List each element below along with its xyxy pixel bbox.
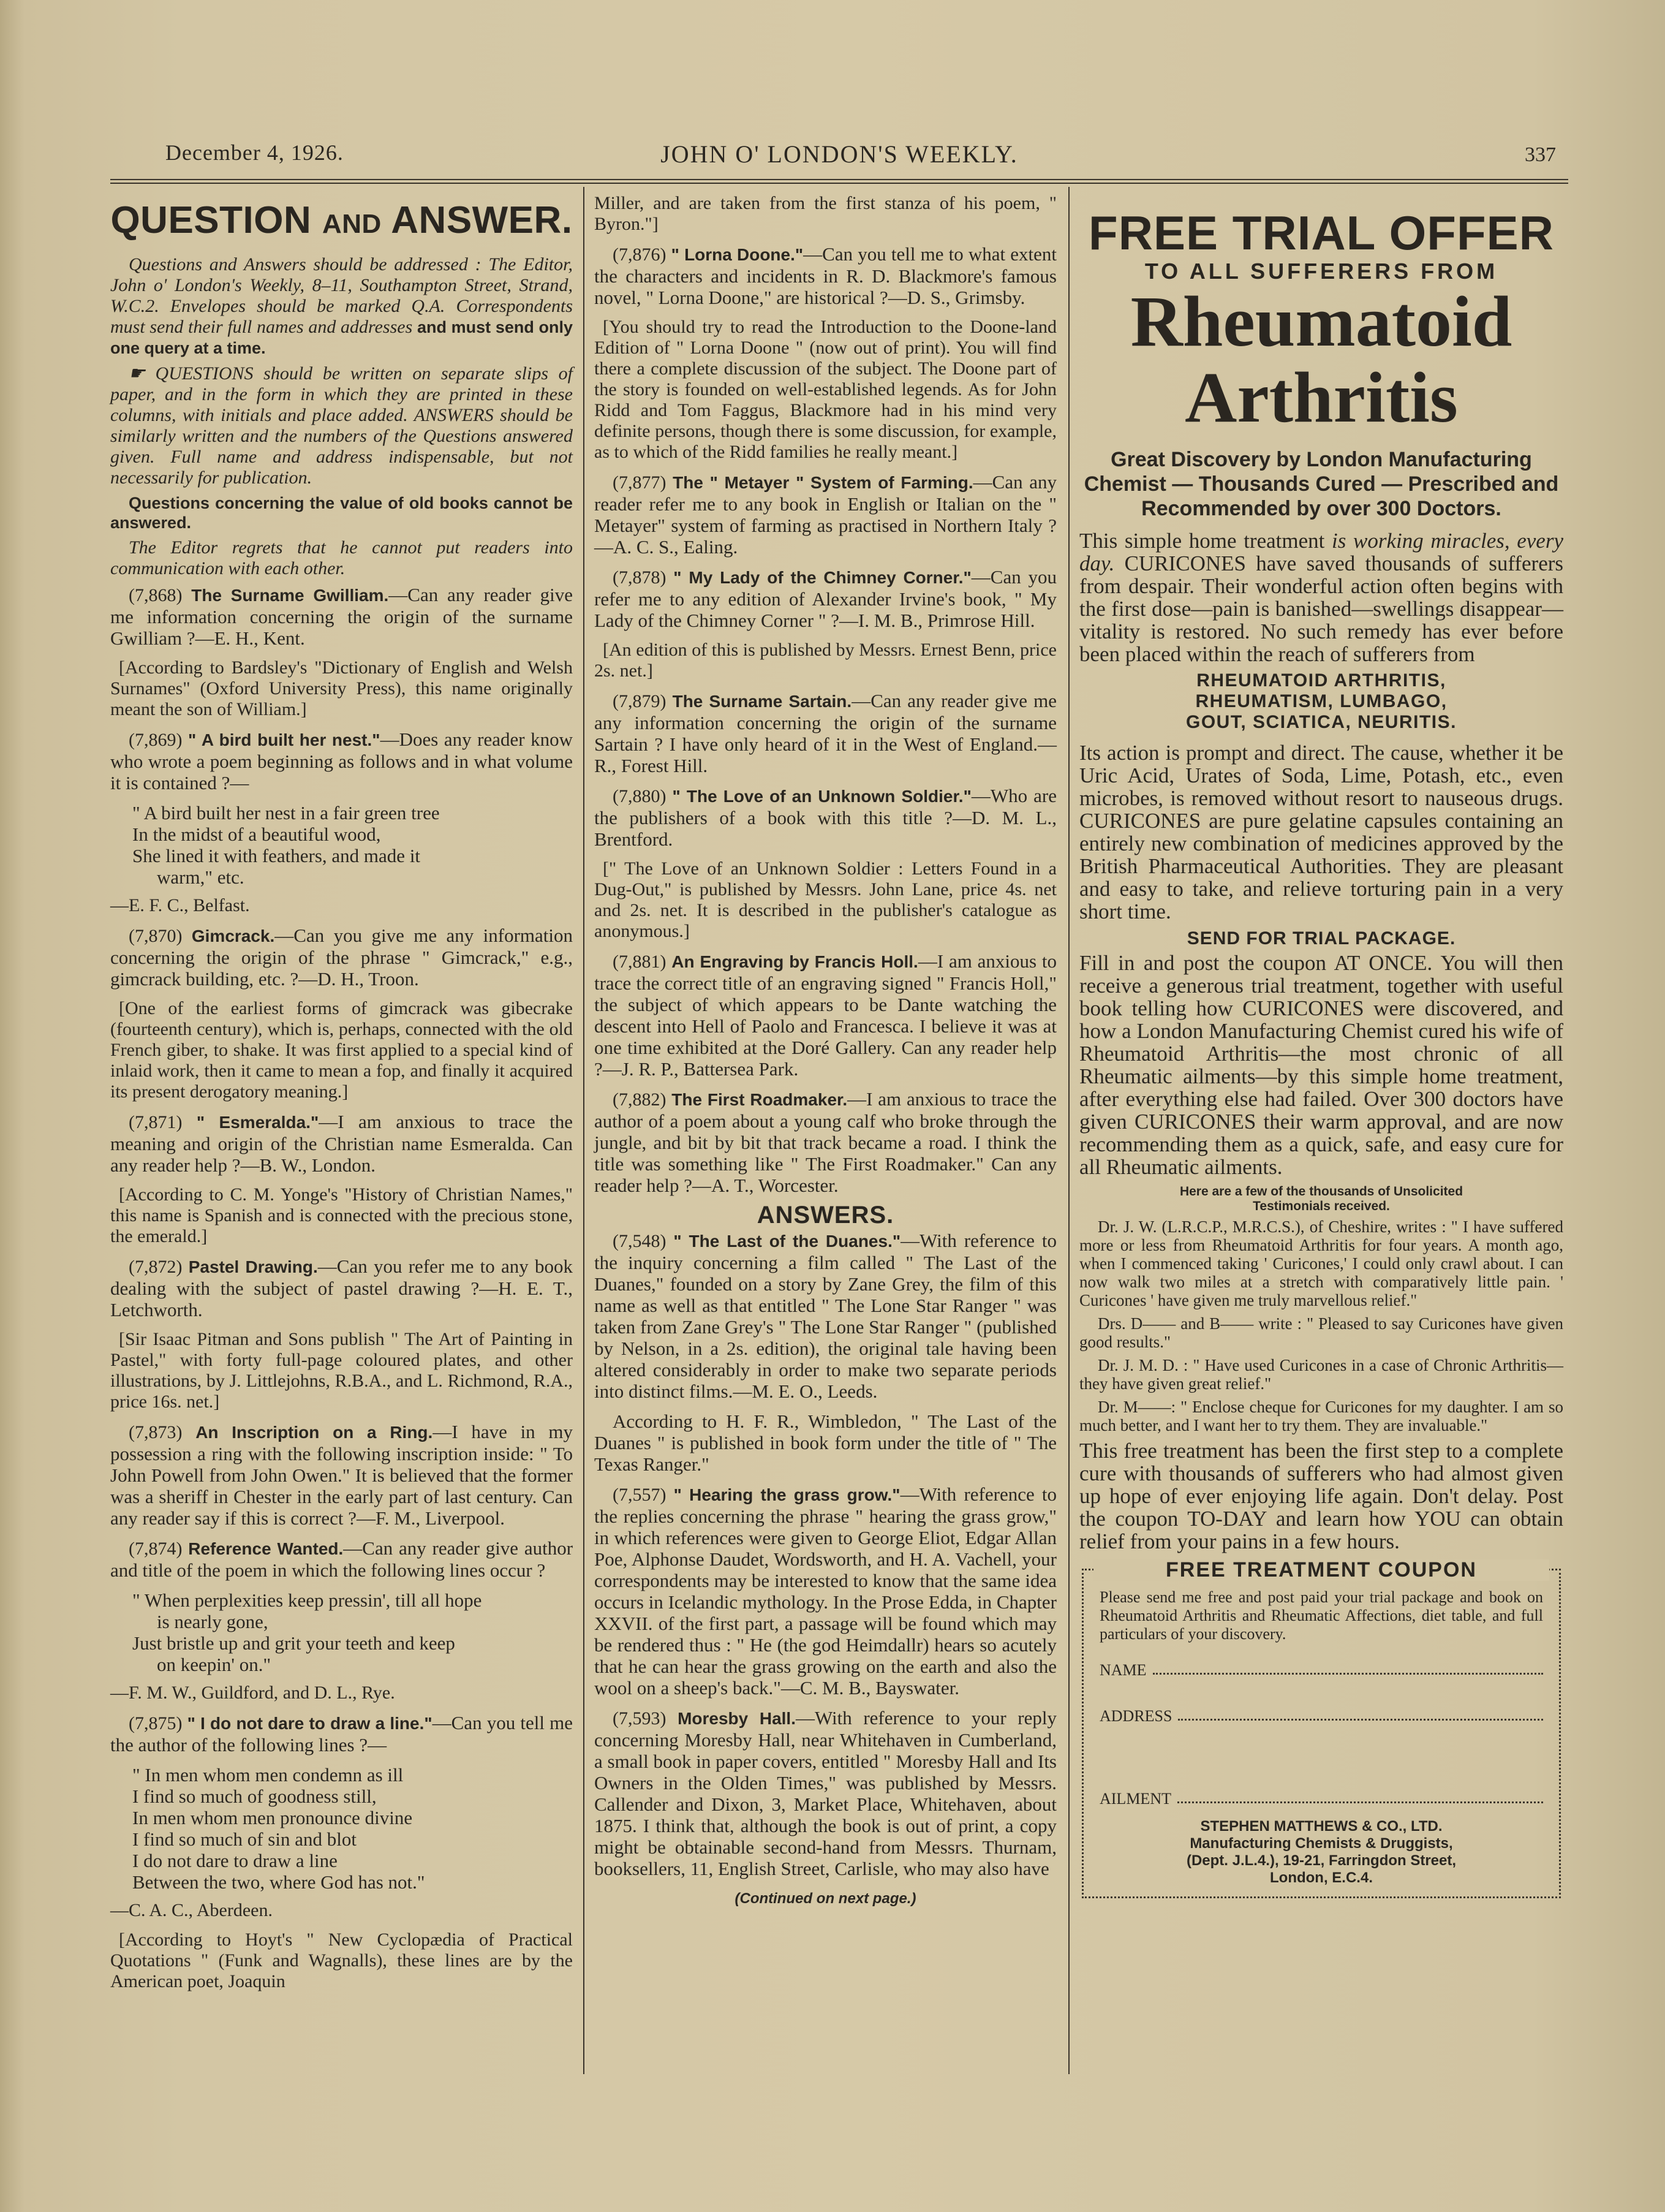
- ad-title-rheumatoid: Rheumatoid: [1130, 281, 1512, 362]
- entry-title: " Esmeralda.": [196, 1113, 319, 1132]
- continued-note: Miller, and are taken from the first stanza of his poem, " Byron."]: [594, 193, 1057, 234]
- entry: [594, 1707, 1057, 1879]
- coupon-ailment-field[interactable]: AILMENT: [1100, 1788, 1543, 1809]
- entry-number: (7,877): [613, 472, 666, 493]
- company-address: STEPHEN MATTHEWS & CO., LTD. Manufacturing Chemists & Druggists, (Dept. J.L.4.), 19-21, Farringdon Street, London, E.C.4.: [1186, 1818, 1457, 1886]
- entry-number: (7,878): [613, 567, 666, 588]
- entry-title: Moresby Hall.: [678, 1709, 796, 1728]
- entry-title: " The Last of the Duanes.": [673, 1232, 901, 1251]
- entry-number: (7,869): [129, 730, 183, 750]
- editor-note: [You should try to read the Introduction to the Doone-land Edition of " Lorna Doone " (now out of print). You will find there a complete discussion of the subject. The Doone part of the story is founded on well-established legends. As for John Ridd and Tom Faggus, Blackmore had in his mind very definite persons, though there is some discussion, for example, as to which of the Ridd families he really meant.]: [594, 317, 1057, 462]
- poem-line: In the midst of a beautiful wood,: [132, 824, 381, 845]
- column-divider-1: [583, 187, 584, 2074]
- entry-text: —Can you give me any information concerning the origin of the phrase " Gimcrack," e.g., gimcrack building, etc. ?—D. H., Troon.: [110, 925, 573, 990]
- entry-signature: —E. F. C., Belfast.: [110, 895, 250, 915]
- answers-list: [594, 1230, 1057, 1879]
- entry-title: " I do not dare to draw a line.": [187, 1714, 432, 1733]
- entry-text: —I have in my possession a ring with the following inscription inside: " To John Powell from John Owen." It is believed that the former was a sheriff in Chester in the early part of last century. Can any reader say if this is correct ?—F. M., Liverpool.: [110, 1421, 573, 1529]
- testimonials-heading: Here are a few of the thousands of Unsolicited Testimonials received.: [1179, 1184, 1463, 1213]
- entry: [594, 471, 1057, 558]
- entry-title: " Hearing the grass grow.": [673, 1485, 900, 1504]
- entry-title: The " Metayer " System of Farming.: [673, 473, 973, 492]
- intro-rules: ☛ QUESTIONS should be written on separate slips of paper, and in the form in which they are printed in these columns, with initials and place added. ANSWERS should be similarly written and the numbers of the Questions answered given. Full name and address indispensable, but not necessarily for publication.: [110, 363, 573, 488]
- entry-text: —I am anxious to trace the author of a poem about a young calf who broke through the jungle, and bit by bit that track became a road. I think the title was something like " The First Roadmaker." Can any reader help ?—A. T., Worcester.: [594, 1088, 1057, 1196]
- entry-title: An Engraving by Francis Holl.: [671, 952, 918, 971]
- entry-text: —Who are the publishers of a book with this title ?—D. M. L., Brentford.: [594, 785, 1057, 850]
- entry-signature: —C. A. C., Aberdeen.: [110, 1900, 273, 1920]
- entry-title: Reference Wanted.: [188, 1539, 344, 1558]
- entry-text: —Can any reader give me any information concerning the origin of the surname Sartain ? I have only heard of it in the West of England.—R., Forest Hill.: [594, 690, 1057, 776]
- header-rule-2: [110, 183, 1568, 184]
- entry-number: (7,873): [129, 1422, 183, 1442]
- page-header: [110, 140, 1568, 176]
- testimonial: Dr. J. M. D. : " Have used Curicones in a case of Chronic Arthritis—they have given great relief.": [1079, 1356, 1563, 1393]
- poem-line: on keepin' on.": [157, 1654, 271, 1675]
- entry-number: (7,870): [129, 926, 183, 946]
- entry-text: —I am anxious to trace the meaning and origin of the Christian name Esmeralda. Can any reader help ?—B. W., London.: [110, 1111, 573, 1176]
- entry: [594, 690, 1057, 776]
- poem-line: I find so much of sin and blot: [132, 1828, 357, 1850]
- editor-note: [According to C. M. Yonge's "History of Christian Names," this name is Spanish and is connected with the precious stone, the emerald.]: [110, 1184, 573, 1246]
- poem-line: Just bristle up and grit your teeth and keep: [132, 1632, 455, 1654]
- column-2: [594, 193, 1057, 1909]
- continued-label: (Continued on next page.): [734, 1890, 916, 1907]
- coupon-name-field[interactable]: NAME: [1100, 1659, 1543, 1681]
- entry-number: (7,593): [613, 1708, 666, 1729]
- entry-number: (7,880): [613, 786, 666, 806]
- ad-send-heading: SEND FOR TRIAL PACKAGE.: [1187, 928, 1456, 949]
- poem-line: I find so much of goodness still,: [132, 1786, 377, 1807]
- entry-number: (7,881): [613, 952, 666, 972]
- ad-paragraph-1: This simple home treatment is working miracles, every day. CURICONES have saved thousands of sufferers from despair. Their wonderful action often begins with the first dose—pain is banished—swellings disappear—vitality is restored. No such remedy has ever before been placed within the reach of sufferers from: [1079, 529, 1564, 666]
- coupon-address-field[interactable]: ADDRESS: [1100, 1705, 1543, 1727]
- poem-lines: [110, 1764, 573, 1893]
- poem-line: " When perplexities keep pressin', till all hope: [132, 1589, 482, 1611]
- entry-number: (7,874): [129, 1539, 183, 1559]
- entry: [594, 243, 1057, 308]
- column-1: [110, 193, 573, 2001]
- entry-text: —Can any reader give me information concerning the origin of the surname Gwilliam ?—E. H., Kent.: [110, 584, 573, 649]
- ad-paragraph-2: Its action is prompt and direct. The cause, whether it be Uric Acid, Urates of Soda, Lime, Potash, etc., even microbes, is removed without resort to nauseous drugs. CURICONES are pure gelatine capsules containing an entirely new combination of medicines approved by the British Pharmaceutical Authorities. They are pleasant and easy to take, and relieve torturing pain in a very short time.: [1079, 741, 1563, 923]
- intro-address: Questions and Answers should be addressed : The Editor, John o' London's Weekly, 8–11, Southampton Street, Strand, W.C.2. Envelopes should be marked Q.A. Correspondents must send their full names and addresses and must send only one query at a time.: [110, 254, 573, 357]
- entry-number: (7,882): [613, 1089, 666, 1110]
- entry-title: An Inscription on a Ring.: [195, 1423, 433, 1442]
- entry-text: —With reference to your reply concerning Moresby Hall, near Whitehaven in Cumberland, a small book in paper covers, entitled " Moresby Hall and Its Owners in the Olden Times," was published by Messrs. Callender and Dixon, 3, Market Place, Whitehaven, about 1875. I think that, although the book is out of print, a copy might be obtainable second-hand from Messrs. Thurnam, booksellers, 11, English Street, Carlisle, who may also have: [594, 1707, 1057, 1879]
- entry-number: (7,868): [129, 585, 183, 605]
- entry-text: —I am anxious to trace the correct title of an engraving signed " Francis Holl," the subject of which appears to be Dante watching the descent into Hell of Paolo and Francesca. I believe it was at one time exhibited at the Doré Gallery. Can any reader help ?—J. R. P., Battersea Park.: [594, 950, 1057, 1080]
- entry-text: —With reference to the replies concerning the phrase " hearing the grass grow," in which references were given to George Eliot, Edgar Allan Poe, Alphonse Daudet, Wordsworth, and H. A. Vachell, your correspondents may be interested to know that the same idea occurs in Icelandic mythology. In the Prose Edda, in Chapter XXVII. of the first part, a passage will be found which may be rendered thus : " He (the god Heimdallr) hears so acutely that he can hear the grass growing on the earth and also the wool on a sheep's back."—C. M. B., Bayswater.: [594, 1483, 1057, 1699]
- entry-text: —Can you refer me to any book dealing with the subject of pastel drawing ?—H. E. T., Letchworth.: [110, 1256, 573, 1320]
- entry-number: (7,872): [129, 1257, 183, 1277]
- poem-line: I do not dare to draw a line: [132, 1850, 338, 1871]
- poem-lines: [110, 1589, 573, 1675]
- questions-list-2: [594, 243, 1057, 1196]
- entry: [110, 1111, 573, 1176]
- entry: [110, 1421, 573, 1529]
- entry-extra: According to H. F. R., Wimbledon, " The Last of the Duanes " is published in book form under the title of " The Texas Ranger.": [594, 1411, 1057, 1475]
- entry: [110, 729, 573, 794]
- entry-number: (7,871): [129, 1112, 183, 1132]
- entry-title: Pastel Drawing.: [188, 1257, 318, 1276]
- entry-title: Gimcrack.: [191, 926, 275, 945]
- free-treatment-coupon: [1082, 1558, 1561, 1898]
- editor-note: [An edition of this is published by Messrs. Ernest Benn, price 2s. net.]: [594, 640, 1057, 681]
- entry-number: (7,875): [129, 1713, 183, 1733]
- entry: [110, 1712, 573, 1756]
- testimonial: Drs. D—— and B—— write : " Pleased to say Curicones have given good results.": [1079, 1314, 1563, 1351]
- testimonial: Dr. M——: " Enclose cheque for Curicones for my daughter. I am so much better, and I want her to try them. They are invaluable.": [1079, 1398, 1563, 1434]
- ad-paragraph-3: Fill in and post the coupon AT ONCE. You will then receive a generous trial treatment, together with useful book telling how CURICONES were discovered, and how a London Manufacturing Chemist cured his wife of Rheumatoid Arthritis—the most chronic of all Rheumatic ailments—by this simple home treatment, after everything else had failed. Over 300 doctors have given CURICONES their warm approval, and are now recommending them as a quick, safe, and easy cure for all Rheumatic ailments.: [1079, 951, 1563, 1179]
- advertisement: [1079, 193, 1563, 1898]
- entry-title: The Surname Gwilliam.: [191, 586, 389, 605]
- entry-title: " The Love of an Unknown Soldier.": [672, 787, 972, 806]
- ad-subheadline: TO ALL SUFFERERS FROM: [1144, 259, 1498, 284]
- entry-text: —Can any reader refer me to any book in English or Italian on the " Metayer" system of farming as practised in Northern Italy ?—A. C. S., Ealing.: [594, 471, 1057, 558]
- column-divider-2: [1068, 187, 1070, 2074]
- testimonials-list: [1079, 1218, 1563, 1434]
- entry-title: " My Lady of the Chimney Corner.": [673, 568, 972, 587]
- entry-text: —Can you refer me to any edition of Alexander Irvine's book, " My Lady of the Chimney Corner " ?—I. M. B., Primrose Hill.: [594, 566, 1057, 631]
- entry-title: " A bird built her nest.": [188, 730, 380, 749]
- entry-text: —Can any reader give author and title of the poem in which the following lines occur ?: [110, 1537, 573, 1581]
- entry-number: (7,557): [613, 1485, 666, 1505]
- entry: [110, 925, 573, 990]
- entry: [110, 584, 573, 649]
- editor-note: [One of the earliest forms of gimcrack was gibecrake (fourteenth century), which is, perhaps, connected with the old French giber, to shake. It was first applied to a special kind of inlaid work, then it came to mean a fop, and finally it acquired its present derogatory meaning.]: [110, 998, 573, 1102]
- entry: [110, 1256, 573, 1320]
- header-rule: [110, 179, 1568, 180]
- poem-line: She lined it with feathers, and made it: [132, 845, 421, 866]
- entry-text: —Can you tell me the author of the following lines ?—: [110, 1712, 573, 1756]
- ad-headline: FREE TRIAL OFFER: [1089, 206, 1554, 260]
- poem-line: In men whom men pronounce divine: [132, 1807, 413, 1828]
- issue-date: December 4, 1926.: [165, 140, 344, 165]
- entry-signature: —F. M. W., Guildford, and D. L., Rye.: [110, 1683, 395, 1703]
- editor-note: [According to Bardsley's "Dictionary of English and Welsh Surnames" (Oxford University Press), this name originally meant the son of William.]: [110, 657, 573, 719]
- editor-note: [According to Hoyt's " New Cyclopædia of Practical Quotations " (Funk and Wagnalls), these lines are by the American poet, Joaquin: [110, 1930, 573, 1991]
- poem-lines: [110, 802, 573, 888]
- intro-editor: The Editor regrets that he cannot put readers into communication with each other.: [110, 537, 573, 578]
- entry-title: The First Roadmaker.: [671, 1090, 848, 1109]
- entry-text: —Does any reader know who wrote a poem beginning as follows and in what volume it is contained ?—: [110, 729, 573, 794]
- poem-line: " A bird built her nest in a fair green tree: [132, 802, 440, 824]
- ad-lead: Great Discovery by London Manufacturing Chemist — Thousands Cured — Prescribed and Recommended by over 300 Doctors.: [1084, 448, 1559, 520]
- ad-title-arthritis: Arthritis: [1185, 357, 1458, 437]
- entry: [594, 950, 1057, 1080]
- section-title: QUESTION AND ANSWER.: [110, 199, 573, 241]
- entry: [594, 1230, 1057, 1402]
- poem-line: warm," etc.: [157, 866, 244, 888]
- poem-line: " In men whom men condemn as ill: [132, 1764, 404, 1786]
- editor-note: [" The Love of an Unknown Soldier : Letters Found in a Dug-Out," is published by Messrs. John Lane, price 4s. net and 2s. net. It is described in the publisher's catalogue as anonymous.]: [594, 858, 1057, 941]
- entry-title: " Lorna Doone.": [671, 245, 804, 264]
- entry-number: (7,548): [613, 1231, 666, 1251]
- entry-number: (7,879): [613, 691, 666, 711]
- ad-paragraph-4: This free treatment has been the first step to a complete cure with thousands of sufferers who had almost given up hope of ever enjoying life again. Don't delay. Post the coupon TO-DAY and learn how YOU can obtain relief from your pains in a few hours.: [1079, 1439, 1563, 1553]
- editor-note: [Sir Isaac Pitman and Sons publish " The Art of Painting in Pastel," with forty full-page coloured plates, and other illustrations, by J. Littlejohns, R.B.A., and L. Richmond, R.A., price 16s. net.]: [110, 1329, 573, 1412]
- questions-list: [110, 584, 573, 1992]
- page-number: 337: [1525, 143, 1556, 166]
- entry: [594, 785, 1057, 850]
- masthead: JOHN O' LONDON'S WEEKLY.: [660, 140, 1018, 168]
- answers-heading: ANSWERS.: [757, 1202, 894, 1229]
- entry: [594, 1483, 1057, 1699]
- ad-ailments: RHEUMATOID ARTHRITIS, RHEUMATISM, LUMBAGO, GOUT, SCIATICA, NEURITIS.: [1186, 670, 1457, 732]
- coupon-text: Please send me free and post paid your trial package and book on Rheumatoid Arthritis and Rheumatic Affections, diet table, and full particulars of your discovery.: [1100, 1588, 1543, 1643]
- testimonial: Dr. J. W. (L.R.C.P., M.R.C.S.), of Cheshire, writes : " I have suffered more or less from Rheumatoid Arthritis for four years. A month ago, when I commenced taking ' Curicones,' I could only crawl about. I can now walk two miles at a stretch with comparatively little pain. ' Curicones ' have given me truly marvellous relief.": [1079, 1218, 1563, 1309]
- coupon-heading: FREE TREATMENT COUPON: [1093, 1559, 1549, 1581]
- entry: [594, 1088, 1057, 1196]
- entry-title: The Surname Sartain.: [672, 692, 852, 711]
- entry-text: —Can you tell me to what extent the characters and incidents in R. D. Blackmore's famous novel, " Lorna Doone," are historical ?—D. S., Grimsby.: [594, 243, 1057, 308]
- intro-old-books: Questions concerning the value of old books cannot be answered.: [110, 494, 573, 532]
- poem-line: Between the two, where God has not.": [132, 1871, 425, 1893]
- entry: [110, 1537, 573, 1581]
- entry: [594, 566, 1057, 631]
- entry-text: —With reference to the inquiry concerning a film called " The Last of the Duanes," founded on a story by Zane Grey, the film of this name as well as that entitled " The Lone Star Ranger " was taken from Zane Grey's " The Lone Star Ranger " (published by Nelson, in a 2s. edition), the original tale having been altered considerably in order to make two separate periods into distinct films.—M. E. O., Leeds.: [594, 1230, 1057, 1402]
- entry-number: (7,876): [613, 244, 666, 265]
- poem-line: is nearly gone,: [157, 1611, 268, 1632]
